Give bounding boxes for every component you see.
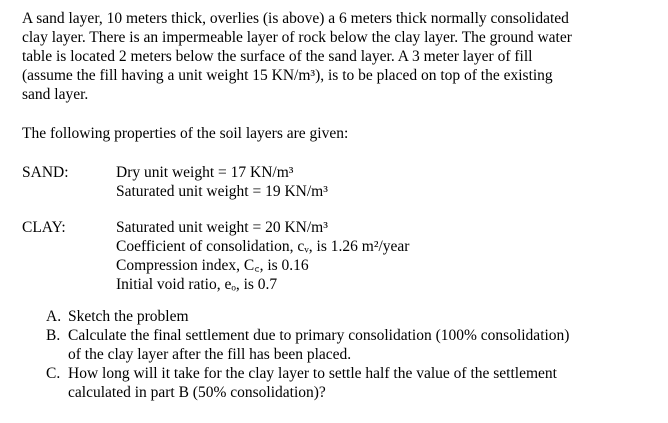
properties-intro: The following properties of the soil layers are given: [22, 125, 349, 142]
sand-saturated-unit-weight: Saturated unit weight = 19 KN/m³ [116, 183, 328, 200]
question-letter: B. [46, 327, 61, 344]
question-text: How long will it take for the clay layer to settle half the value of the settlement [68, 365, 557, 382]
question-item [46, 326, 569, 364]
question-text: of the clay layer after the fill has been placed. [68, 346, 352, 363]
clay-compression-index: Compression index, C꜀, is 0.16 [116, 257, 309, 274]
question-text: calculated in part B (50% consolidation)? [68, 384, 326, 401]
sand-label: SAND: [22, 164, 69, 181]
question-list [46, 307, 569, 402]
question-text: Sketch the problem [68, 308, 189, 325]
statement-line: clay layer. There is an impermeable layer of rock below the clay layer. The ground water [22, 29, 572, 46]
clay-saturated-unit-weight: Saturated unit weight = 20 KN/m³ [116, 219, 328, 236]
statement-line: (assume the fill having a unit weight 15 KN/m³), is to be placed on top of the existing [22, 67, 553, 84]
question-letter: C. [46, 365, 61, 382]
clay-initial-void-ratio: Initial void ratio, eₒ, is 0.7 [116, 276, 278, 293]
statement-line: sand layer. [22, 86, 89, 103]
clay-coefficient-of-consolidation: Coefficient of consolidation, cᵥ, is 1.26 m²/year [116, 238, 410, 255]
statement-line: table is located 2 meters below the surface of the sand layer. A 3 meter layer of fill [22, 48, 533, 65]
question-text: Calculate the final settlement due to primary consolidation (100% consolidation) [68, 327, 570, 344]
clay-properties [116, 218, 409, 294]
question-item [46, 364, 569, 402]
question-letter: A. [46, 308, 62, 325]
question-item [46, 307, 569, 326]
statement-line: A sand layer, 10 meters thick, overlies (is above) a 6 meters thick normally consolidated [22, 10, 569, 27]
sand-properties [116, 163, 328, 201]
problem-statement [22, 9, 662, 104]
clay-label: CLAY: [22, 219, 66, 236]
sand-dry-unit-weight: Dry unit weight = 17 KN/m³ [116, 164, 294, 181]
